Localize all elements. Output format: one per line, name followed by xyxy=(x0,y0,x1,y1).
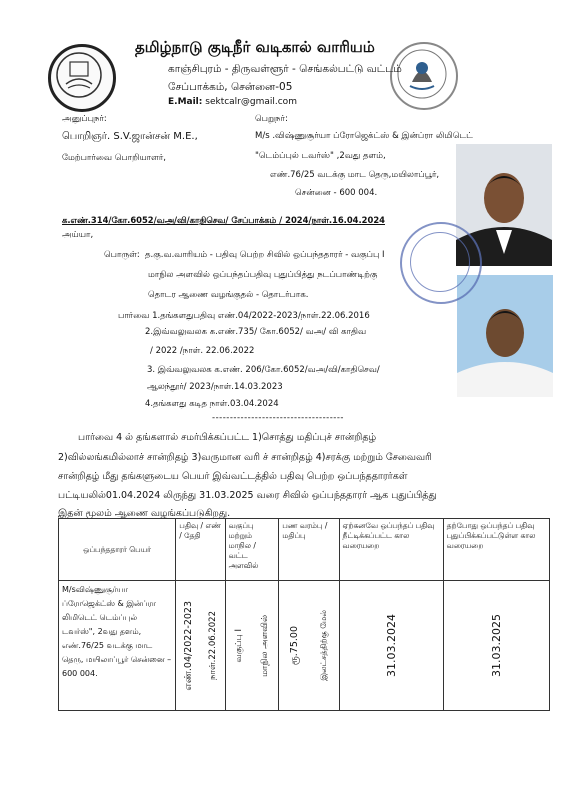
value-amount: ரூ.75.00 xyxy=(289,625,301,666)
body-line-1: பார்வை 4 ல் தங்களால் சமர்பிக்கப்பட்ட 1)சொத்து மதிப்புச் சான்றிதழ் xyxy=(78,432,377,443)
office-address: சேப்பாக்கம், சென்னை-05 xyxy=(168,81,293,93)
recipient-line1: M/s .விஷ்ணுசூர்யா ப்ரோஜெக்ட்ஸ் & இன்ப்ரா லிமிடெட் xyxy=(255,131,473,141)
header-class: வகுப்பு மற்றும் மாநில / வட்ட அளவில் xyxy=(225,519,279,581)
header-renewed-period: தற்போது ஒப்பந்தப் பதிவு புதுப்பிக்கப்பட்டுள்ள கால வரையறை xyxy=(443,519,549,581)
email-label: E.Mail: xyxy=(168,97,203,107)
recipient-line3: எண்.76/25 வடக்கு மாட தெரு,மயிலாப்பூர், xyxy=(270,170,440,180)
cell-class xyxy=(225,581,279,711)
recipient-line4: சென்னை - 600 004. xyxy=(295,188,378,198)
body-line-5: இதன் மூலம் ஆணை வழங்கப்படுகிறது. xyxy=(58,508,231,519)
level-value: மாநில அளவில் xyxy=(259,614,270,677)
salutation: அய்யா, xyxy=(62,230,94,240)
registration-number: எண்.04/2022-2023 xyxy=(183,600,195,691)
table-row xyxy=(59,581,550,711)
value-unit: இலட்சத்திற்கு மேல் xyxy=(318,610,328,681)
body-line-2: 2)வில்லங்கமில்லாச் சான்றிதழ் 3)வருமான வரி ச் சான்றிதழ் 4)சரக்கு மற்றும் சேவைவரி xyxy=(58,452,432,463)
registration-date: நாள்.22.06.2022 xyxy=(207,611,218,680)
reference-2: 2.இவ்வலுவலக க.எண்.735/ கோ.6052/ வஅ/ வி காதிவ xyxy=(145,327,367,337)
subject-line3: தொடர ஆணை வழங்குதல் - தொடர்பாக. xyxy=(148,290,309,300)
recipient-line2: "டெம்ப்புல் டவர்ஸ்" ,2வது தளம், xyxy=(255,151,386,161)
twad-logo-right xyxy=(390,42,458,110)
subject-line1: த.கு.வ.வாரியம் - பதிவு பெற்ற சிவில் ஒப்பந்ததாரர் - வகுப்பு I xyxy=(145,250,385,260)
cell-renewed-period xyxy=(443,581,549,711)
previous-period-date: 31.03.2024 xyxy=(384,614,398,677)
sender-name: பொறிஞர். S.V.ஜான்சன் M.E., xyxy=(62,131,198,142)
contractor-table xyxy=(58,518,550,711)
cell-previous-period xyxy=(339,581,443,711)
header-registration: பதிவு / எண் / தேதி xyxy=(176,519,225,581)
subject-line2: மாநில அளவில் ஒப்பந்தப்பதிவு புதுப்பித்து நடப்பாண்டிற்கு xyxy=(148,270,378,280)
sender-designation: மேற்பார்வை பொறியாளர், xyxy=(62,153,166,163)
twad-logo-left xyxy=(48,44,116,112)
org-name: தமிழ்நாடு குடிநீர் வடிகால் வாரியம் xyxy=(135,38,375,56)
renewed-period-date: 31.03.2025 xyxy=(489,614,503,677)
sender-label: அனுப்புநர்: xyxy=(62,114,107,124)
recipient-label: பெறுநர்: xyxy=(255,114,288,124)
office-round-stamp xyxy=(400,222,482,304)
separator-line: ------------------------------------- xyxy=(212,413,344,423)
body-line-3: சான்றிதழ் மீது தங்களுடைய பெயர் இவ்வட்டத்தில் பதிவு பெற்ற ஒப்பந்ததாரர்கள் xyxy=(58,471,408,482)
table-header-row xyxy=(59,519,550,581)
reference-1: பார்வை 1.தங்களதுபதிவு எண்.04/2022-2023/நாள்.22.06.2016 xyxy=(118,311,370,321)
reference-2-cont: / 2022 /நாள். 22.06.2022 xyxy=(150,346,255,356)
subject-label: பொருள்: xyxy=(104,250,140,260)
email-line xyxy=(168,97,297,107)
header-value: பண வரம்பு / மதிப்பு xyxy=(279,519,339,581)
cell-value xyxy=(279,581,339,711)
class-value: வகுப்பு I xyxy=(234,628,245,663)
cell-contractor-name: M/sவிஷ்ணுசூர்யா ப்ரோஜெக்ட்ஸ் & இன்ப்ரா லிமிடெட் டெம்ப்புல் டவர்ஸ்", 2வது தளம், எண்.76/25 வடக்கு மாட தெரு, மயிலாப்பூர் சென்னை – 600 004. xyxy=(59,581,176,711)
body-line-4: பட்டியலில்01.04.2024 லிருந்து 31.03.2025 வரை சிவில் ஒப்பந்ததாரர் ஆக புதுப்பித்து xyxy=(58,490,437,501)
email-address[interactable]: sektcalr@gmail.com xyxy=(205,97,297,107)
header-previous-period: ஏற்கனவே ஒப்பந்தப் பதிவு நீட்டிக்கப்பட்ட கால வரையறை xyxy=(339,519,443,581)
cell-registration xyxy=(176,581,225,711)
contractor-photo-2 xyxy=(457,275,553,397)
reference-number: க.எண்.314/கோ.6052/வஅ/வி/காதிசெவ/ சேப்பாக்கம் / 2024/நாள்.16.04.2024 xyxy=(62,215,385,225)
reference-3: 3. இவ்வலுவலக க.எண். 206/கோ.6052/வஅ/வி/காதிசெவ/ xyxy=(147,365,380,375)
reference-3-cont: ஆலந்தூர்/ 2023/நாள்.14.03.2023 xyxy=(147,382,283,392)
header-contractor-name: ஒப்பந்ததாரர் பெயர் xyxy=(59,519,176,581)
circle-name: காஞ்சிபுரம் - திருவள்ளூர் - செங்கல்பட்டு வட்டம் xyxy=(168,63,402,75)
reference-4: 4.தங்களது கடித நாள்.03.04.2024 xyxy=(145,399,279,409)
